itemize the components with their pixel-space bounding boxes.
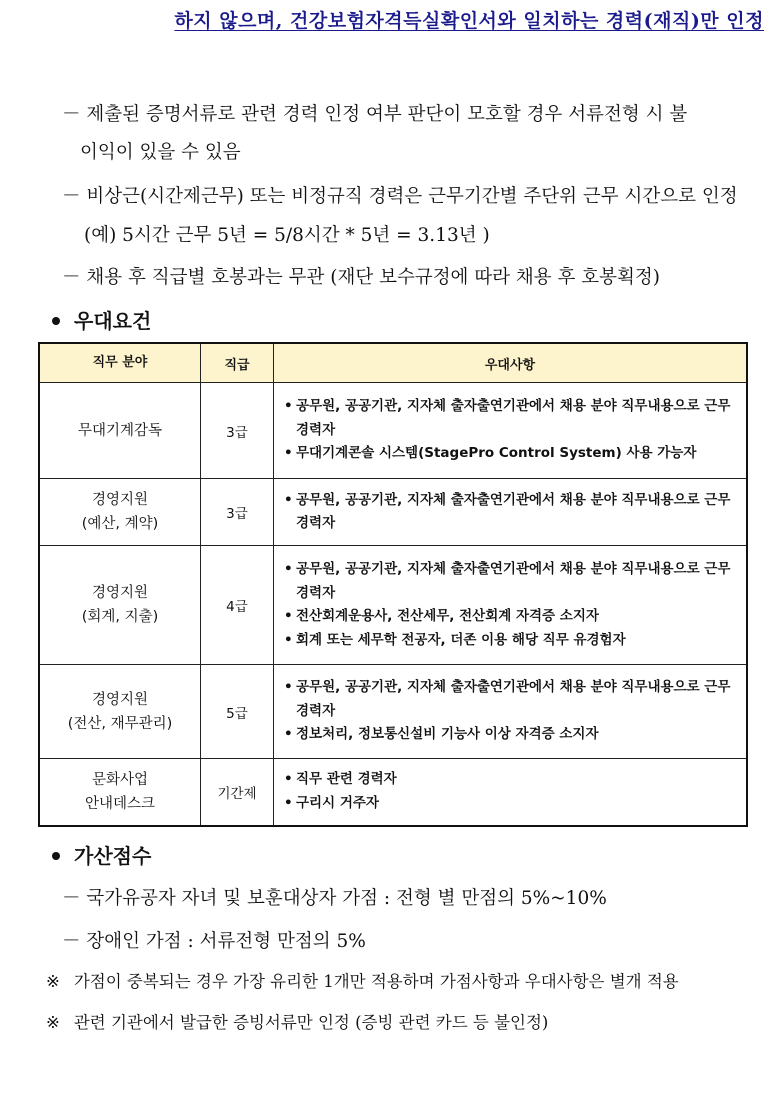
preference-item: • 무대기계콘솔 시스템(StagePro Control System) 사용 가능자 bbox=[284, 445, 697, 462]
preference-cell bbox=[274, 546, 748, 665]
dash-line-1-cont: 이익이 있을 수 있음 bbox=[80, 142, 241, 163]
preference-cell bbox=[274, 383, 748, 479]
preference-item: • 공무원, 공공기관, 지자체 출자출연기관에서 채용 분야 직무내용으로 근무 경력자 bbox=[284, 561, 731, 601]
grade-cell: 4급 bbox=[201, 546, 274, 665]
field-label: 경영지원 bbox=[91, 492, 149, 508]
note-text: 관련 기관에서 발급한 증빙서류만 인정 (증빙 관련 카드 등 불인정) bbox=[73, 1013, 549, 1032]
top-line-text: 하지 않으며, 건강보험자격득실확인서와 일치하는 경력(재직)만 인정 bbox=[174, 10, 764, 32]
table-header-row bbox=[39, 343, 747, 383]
preference-cell bbox=[274, 759, 748, 826]
dash-line-2-example: (예) 5시간 근무 5년 = 5/8시간 * 5년 = 3.13년 ) bbox=[84, 225, 490, 246]
note-line-2 bbox=[46, 1009, 548, 1033]
preference-cell bbox=[274, 479, 748, 546]
field-label: 문화사업 bbox=[91, 771, 149, 788]
preference-item: • 공무원, 공공기관, 지자체 출자출연기관에서 채용 분야 직무내용으로 근무 경력자 bbox=[284, 491, 731, 531]
section-heading-preference bbox=[52, 305, 151, 334]
section-title: 우대요건 bbox=[74, 309, 152, 333]
note-mark-icon: ※ bbox=[46, 972, 60, 991]
dash-line-3: － 채용 후 직급별 호봉과는 무관 (재단 보수규정에 따라 채용 후 호봉획정) bbox=[62, 267, 661, 288]
field-cell bbox=[39, 479, 201, 546]
header-grade: 직급 bbox=[201, 343, 274, 383]
dash-line-1: － 제출된 증명서류로 관련 경력 인정 여부 판단이 모호할 경우 서류전형 시 불 bbox=[62, 104, 688, 125]
table-row bbox=[39, 665, 747, 759]
header-preferences: 우대사항 bbox=[274, 343, 748, 383]
note-line-1 bbox=[46, 968, 679, 992]
section-heading-bonus bbox=[52, 840, 151, 869]
grade-cell: 3급 bbox=[201, 479, 274, 546]
grade-cell: 5급 bbox=[201, 665, 274, 759]
preference-item: • 공무원, 공공기관, 지자체 출자출연기관에서 채용 분야 직무내용으로 근무 경력자 bbox=[284, 398, 731, 438]
table-row bbox=[39, 759, 747, 826]
field-sublabel: (전산, 재무관리) bbox=[67, 715, 173, 732]
field-label: 무대기계감독 bbox=[77, 422, 163, 439]
field-cell bbox=[39, 759, 201, 826]
preference-item: • 회계 또는 세무학 전공자, 더존 이용 해당 직무 유경험자 bbox=[284, 631, 626, 648]
note-mark-icon: ※ bbox=[46, 1013, 60, 1032]
preference-item: • 전산회계운용사, 전산세무, 전산회계 자격증 소지자 bbox=[284, 608, 599, 624]
table-row bbox=[39, 383, 747, 479]
table-row bbox=[39, 546, 747, 665]
preference-item: • 직무 관련 경력자 bbox=[284, 771, 397, 788]
top-line bbox=[0, 6, 764, 33]
bonus-line-1: － 국가유공자 자녀 및 보훈대상자 가점 : 전형 별 만점의 5%~10% bbox=[62, 888, 607, 909]
field-sublabel: 안내데스크 bbox=[84, 795, 156, 812]
dash-line-2: － 비상근(시간제근무) 또는 비정규직 경력은 근무기간별 주단위 근무 시간으로 인정 bbox=[62, 186, 738, 207]
field-cell bbox=[39, 665, 201, 759]
preference-item: • 공무원, 공공기관, 지자체 출자출연기관에서 채용 분야 직무내용으로 근무 경력자 bbox=[284, 679, 731, 719]
table-row bbox=[39, 479, 747, 546]
field-label: 경영지원 bbox=[91, 585, 149, 601]
bullet-dot-icon bbox=[52, 852, 60, 860]
field-cell bbox=[39, 546, 201, 665]
section-title: 가산점수 bbox=[74, 844, 152, 868]
field-sublabel: (예산, 계약) bbox=[81, 516, 159, 532]
note-text: 가점이 중복되는 경우 가장 유리한 1개만 적용하며 가점사항과 우대사항은 별개 적용 bbox=[73, 972, 679, 991]
field-sublabel: (회계, 지출) bbox=[81, 609, 159, 625]
grade-cell: 기간제 bbox=[201, 759, 274, 826]
preference-item: • 구리시 거주자 bbox=[284, 794, 379, 811]
preference-table bbox=[38, 342, 748, 827]
grade-cell: 3급 bbox=[201, 383, 274, 479]
preference-cell bbox=[274, 665, 748, 759]
field-label: 경영지원 bbox=[91, 691, 149, 708]
header-field: 직무 분야 bbox=[39, 343, 201, 383]
bonus-line-2: － 장애인 가점 : 서류전형 만점의 5% bbox=[62, 931, 366, 952]
preference-item: • 정보처리, 정보통신설비 기능사 이상 자격증 소지자 bbox=[284, 726, 599, 743]
bullet-dot-icon bbox=[52, 317, 60, 325]
field-cell bbox=[39, 383, 201, 479]
